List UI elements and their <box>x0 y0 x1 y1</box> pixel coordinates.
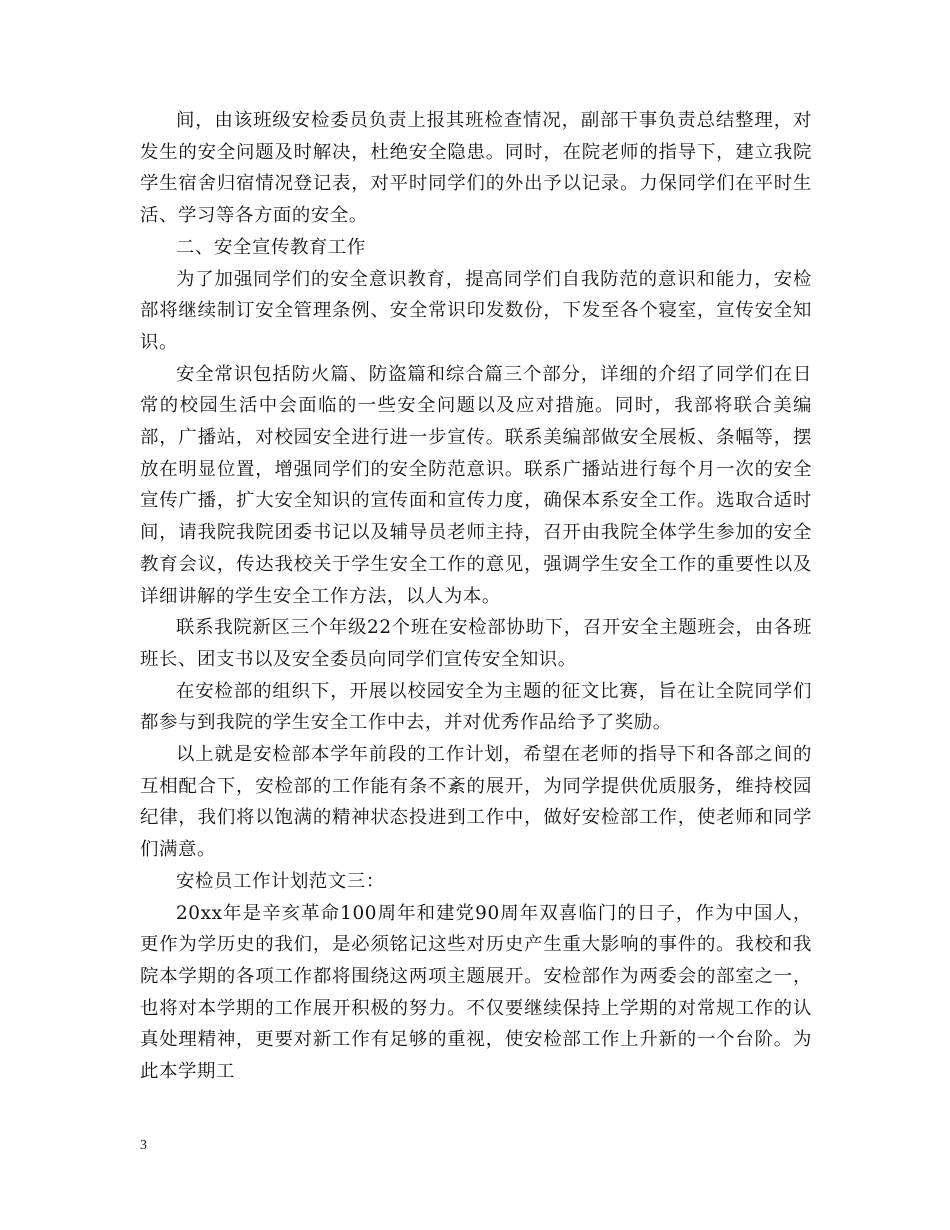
section-heading-sample-three: 安检员工作计划范文三： <box>176 870 385 892</box>
paragraph-safety-knowledge: 安全常识包括防火篇、防盗篇和综合篇三个部分，详细的介绍了同学们在日常的校园生活中会面临的一些安全问题以及应对措施。同时，我部将联合美编部，广播站，对校园安全进行进一步宣传。联系美编部做安全展板、条幅等，摆放在明显位置，增强同学们的安全防范意识。联系广播站进行每个月一次的安全宣传广播，扩大安全知识的宣传面和宣传力度，确保本系安全工作。选取合适时间，请我院我院团委书记以及辅导员老师主持，召开由我院全体学生参加的安全教育会议，传达我校关于学生安全工作的意见，强调学生安全工作的重要性以及详细讲解的学生安全工作方法，以人为本。 <box>140 363 812 607</box>
paragraph-sample-three-intro: 20xx年是辛亥革命100周年和建党90周年双喜临门的日子，作为中国人，更作为学历史的我们，是必须铭记这些对历史产生重大影响的事件的。我校和我院本学期的各项工作都将围绕这两项主题展开。安检部作为两委会的部室之一，也将对本学期的工作展开积极的努力。不仅要继续保持上学期的对常规工作的认真处理精神，更要对新工作有足够的重视，使安检部工作上升新的一个台阶。为此本学期工 <box>140 902 812 1083</box>
section-heading-safety-education: 二、安全宣传教育工作 <box>176 236 366 258</box>
page-number: 3 <box>140 1138 147 1153</box>
paragraph-summary: 以上就是安检部本学年前段的工作计划，希望在老师的指导下和各部之间的互相配合下，安检部的工作能有条不紊的展开，为同学提供优质服务，维持校园纪律，我们将以饱满的精神状态投进到工作中，做好安检部工作，使老师和同学们满意。 <box>140 744 812 861</box>
document-body <box>140 105 812 1088</box>
paragraph-essay-contest: 在安检部的组织下，开展以校园安全为主题的征文比赛，旨在让全院同学们都参与到我院的学生安全工作中去，并对优秀作品给予了奖励。 <box>140 680 812 734</box>
paragraph-class-meetings: 联系我院新区三个年级22个班在安检部协助下，召开安全主题班会，由各班班长、团支书以及安全委员向同学们宣传安全知识。 <box>140 617 812 670</box>
paragraph-awareness: 为了加强同学们的安全意识教育，提高同学们自我防范的意识和能力，安检部将继续制订安全管理条例、安全常识印发数份，下发至各个寝室，宣传安全知识。 <box>140 268 812 353</box>
paragraph-continuation: 间，由该班级安检委员负责上报其班检查情况，副部干事负责总结整理，对发生的安全问题及时解决，杜绝安全隐患。同时，在院老师的指导下，建立我院学生宿舍归宿情况登记表，对平时同学们的外出予以记录。力保同学们在平时生活、学习等各方面的安全。 <box>140 110 812 227</box>
